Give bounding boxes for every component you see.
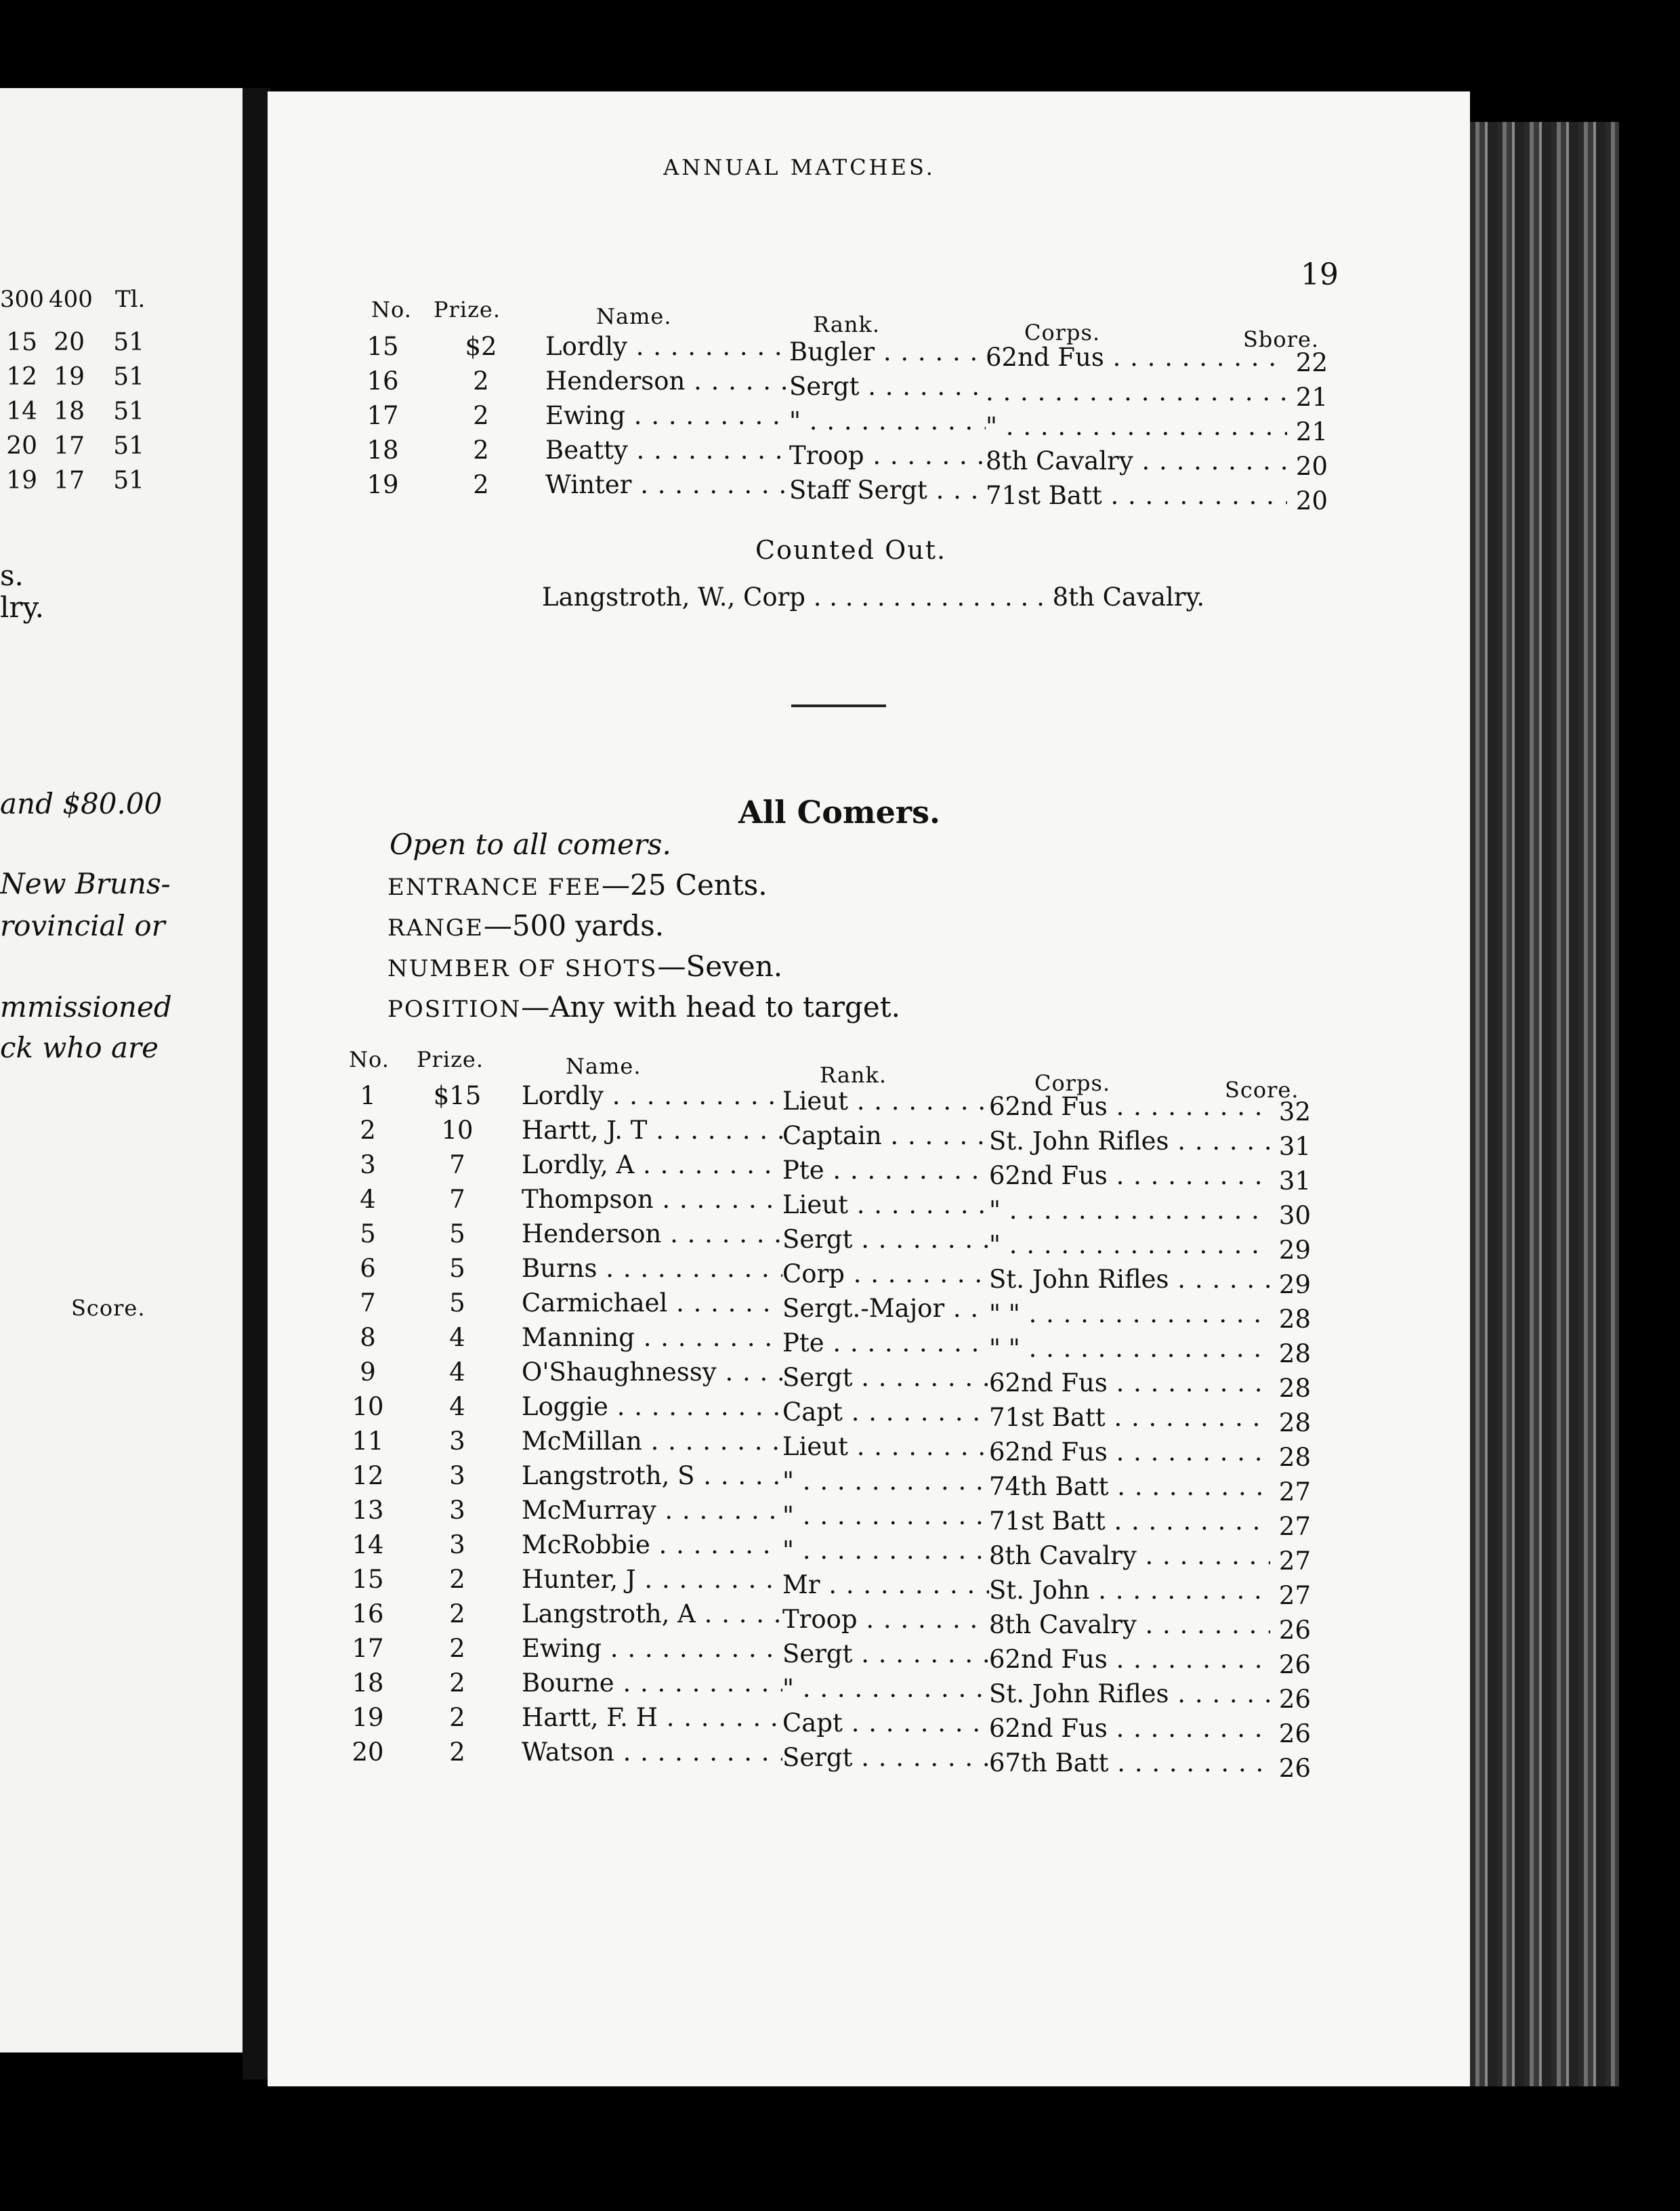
spec-value: —25 Cents. bbox=[602, 868, 768, 902]
spec-line bbox=[387, 950, 782, 983]
entry-number: 18 bbox=[352, 1668, 384, 1698]
entry-name bbox=[522, 1427, 782, 1456]
entry-name bbox=[522, 1392, 782, 1421]
entry-rank bbox=[782, 1570, 989, 1599]
entry-rank bbox=[782, 1259, 989, 1288]
entry-corps-text: 67th Batt bbox=[989, 1748, 1109, 1777]
entry-name-text: Henderson bbox=[545, 366, 686, 396]
entry-prize: 3 bbox=[449, 1461, 465, 1490]
entry-score: 21 bbox=[1295, 417, 1328, 446]
entry-prize: 4 bbox=[449, 1392, 465, 1421]
entry-corps-text: 62nd Fus bbox=[989, 1368, 1108, 1397]
entry-name-text: Carmichael bbox=[522, 1288, 668, 1318]
all-comers-intro: Open to all comers. bbox=[390, 828, 671, 861]
entry-name-text: Hartt, F. H bbox=[522, 1703, 658, 1732]
fragment-text: mmissioned bbox=[0, 990, 172, 1024]
entry-corps-text: St. John Rifles bbox=[989, 1265, 1169, 1294]
entry-rank-text: " bbox=[789, 406, 801, 436]
entry-prize: 4 bbox=[449, 1323, 465, 1352]
entry-number: 17 bbox=[366, 401, 399, 430]
spec-value: —Seven. bbox=[657, 950, 783, 983]
entry-rank bbox=[782, 1121, 989, 1150]
entry-name-text: Langstroth, A bbox=[522, 1599, 696, 1628]
entry-corps-text: " bbox=[989, 1196, 1001, 1225]
left-score-cell: 17 bbox=[54, 467, 85, 494]
entry-score: 29 bbox=[1278, 1236, 1311, 1265]
entry-prize: 5 bbox=[449, 1288, 465, 1318]
entry-name bbox=[522, 1530, 782, 1559]
left-score-cell: 51 bbox=[113, 363, 144, 391]
entry-prize: $2 bbox=[465, 332, 497, 361]
entry-rank bbox=[789, 337, 986, 366]
table-row bbox=[0, 1703, 1355, 1748]
fragment-text: New Bruns- bbox=[0, 867, 171, 900]
entry-rank bbox=[782, 1363, 989, 1392]
entry-prize: 3 bbox=[449, 1427, 465, 1456]
spec-line bbox=[387, 868, 768, 902]
entry-corps-text: " bbox=[986, 412, 998, 441]
table-row bbox=[0, 1081, 1355, 1126]
header-score: Sbore. bbox=[1243, 327, 1320, 352]
table-row bbox=[0, 1634, 1355, 1679]
entry-rank-text: Sergt.-Major bbox=[782, 1294, 945, 1323]
entry-corps-text: 62nd Fus bbox=[986, 343, 1104, 372]
entry-prize: $15 bbox=[433, 1081, 482, 1110]
entry-name-text: Hunter, J bbox=[522, 1565, 636, 1594]
entry-number: 13 bbox=[352, 1496, 384, 1525]
entry-rank bbox=[789, 476, 986, 505]
entry-corps-text: 8th Cavalry bbox=[989, 1610, 1137, 1639]
left-score-cell: 19 bbox=[54, 363, 85, 391]
left-score-cell: 14 bbox=[6, 398, 37, 425]
table-row bbox=[0, 1323, 1355, 1368]
left-score-cell: 17 bbox=[54, 432, 85, 460]
page-edges bbox=[1470, 122, 1619, 2086]
entry-score: 30 bbox=[1278, 1201, 1311, 1230]
entry-rank bbox=[789, 406, 986, 436]
spec-label: RANGE bbox=[387, 914, 484, 942]
entry-rank-text: Capt bbox=[782, 1397, 843, 1427]
entry-rank bbox=[789, 441, 986, 470]
header-prize: Prize. bbox=[434, 297, 501, 322]
entry-rank bbox=[782, 1432, 989, 1461]
entry-name bbox=[545, 470, 789, 499]
fragment-text: lry. bbox=[0, 591, 45, 624]
col-300: 300 bbox=[0, 286, 44, 313]
header-corps: Corps. bbox=[1024, 320, 1101, 345]
entry-corps-text: " " bbox=[989, 1334, 1020, 1363]
entry-rank bbox=[782, 1536, 989, 1565]
entry-rank bbox=[782, 1328, 989, 1357]
entry-rank-text: Pte bbox=[782, 1328, 824, 1357]
table-row bbox=[0, 1357, 1355, 1403]
entry-prize: 2 bbox=[449, 1634, 465, 1663]
entry-prize: 7 bbox=[449, 1150, 465, 1179]
entry-rank bbox=[782, 1397, 989, 1427]
entry-number: 2 bbox=[360, 1116, 376, 1145]
entry-prize: 2 bbox=[449, 1738, 465, 1767]
entry-number: 19 bbox=[366, 470, 399, 499]
entry-name-text: Henderson bbox=[522, 1219, 662, 1248]
entry-corps-text: 8th Cavalry bbox=[986, 446, 1133, 476]
header-no: No. bbox=[371, 297, 412, 322]
entry-name-text: McMillan bbox=[522, 1427, 642, 1456]
entry-name bbox=[545, 332, 789, 361]
entry-score: 32 bbox=[1278, 1097, 1311, 1126]
entry-score: 26 bbox=[1278, 1650, 1311, 1679]
entry-score: 26 bbox=[1278, 1754, 1311, 1783]
entry-corps-text: 74th Batt bbox=[989, 1472, 1109, 1501]
entry-rank bbox=[782, 1294, 989, 1323]
entry-score: 20 bbox=[1295, 486, 1328, 515]
entry-name bbox=[522, 1496, 782, 1525]
fragment-text: s. bbox=[0, 559, 24, 592]
entry-rank-text: Sergt bbox=[782, 1363, 853, 1392]
entry-name bbox=[545, 401, 789, 430]
table-row bbox=[0, 1219, 1355, 1265]
fragment-text: and $80.00 bbox=[0, 787, 163, 820]
table-row bbox=[0, 1496, 1355, 1541]
entry-rank bbox=[782, 1501, 989, 1530]
entry-corps-text: " " bbox=[989, 1299, 1020, 1328]
entry-prize: 5 bbox=[449, 1219, 465, 1248]
table-row bbox=[0, 1565, 1355, 1610]
entry-number: 11 bbox=[352, 1427, 384, 1456]
spec-value: —500 yards. bbox=[483, 909, 665, 942]
entry-rank-text: " bbox=[782, 1674, 795, 1703]
entry-rank bbox=[782, 1674, 989, 1703]
entry-name-text: Watson bbox=[522, 1738, 614, 1767]
entry-prize: 2 bbox=[449, 1703, 465, 1732]
entry-number: 18 bbox=[366, 436, 399, 465]
left-score-cell: 20 bbox=[6, 432, 37, 460]
entry-rank-text: " bbox=[782, 1501, 795, 1530]
entry-number: 9 bbox=[360, 1357, 376, 1387]
entry-number: 19 bbox=[352, 1703, 384, 1732]
table-row bbox=[0, 470, 1355, 515]
entry-number: 12 bbox=[352, 1461, 384, 1490]
col-400: 400 bbox=[49, 286, 93, 313]
spec-value: —Any with head to target. bbox=[521, 990, 900, 1024]
entry-rank bbox=[789, 372, 986, 401]
entry-name bbox=[545, 436, 789, 465]
entry-score: 26 bbox=[1278, 1685, 1311, 1714]
entry-name-text: Ewing bbox=[522, 1634, 602, 1663]
entry-prize: 2 bbox=[473, 366, 489, 396]
entry-score: 28 bbox=[1278, 1305, 1311, 1334]
entry-rank bbox=[782, 1639, 989, 1668]
header-no: No. bbox=[349, 1047, 390, 1072]
entry-name bbox=[522, 1254, 782, 1283]
entry-name-text: Thompson bbox=[522, 1185, 654, 1214]
entry-name bbox=[522, 1081, 782, 1110]
entry-corps-text: " bbox=[989, 1230, 1001, 1259]
entry-score: 28 bbox=[1278, 1408, 1311, 1437]
entry-rank-text: Corp bbox=[782, 1259, 845, 1288]
entry-prize: 2 bbox=[449, 1668, 465, 1698]
entry-corps-text: 62nd Fus bbox=[989, 1437, 1108, 1467]
entry-name bbox=[522, 1288, 782, 1318]
entry-rank-text: Troop bbox=[789, 441, 864, 470]
entry-name-text: Ewing bbox=[545, 401, 626, 430]
entry-corps-text: St. John bbox=[989, 1576, 1090, 1605]
entry-score: 31 bbox=[1278, 1132, 1311, 1161]
counted-out-title: Counted Out. bbox=[755, 535, 947, 565]
entry-name-text: Langstroth, S bbox=[522, 1461, 695, 1490]
entry-score: 27 bbox=[1278, 1512, 1311, 1541]
entry-name bbox=[522, 1738, 782, 1767]
entry-corps-text: 8th Cavalry bbox=[989, 1541, 1137, 1570]
entry-number: 6 bbox=[360, 1254, 376, 1283]
table-row bbox=[0, 1254, 1355, 1299]
header-rank: Rank. bbox=[813, 312, 881, 337]
entry-score: 20 bbox=[1295, 452, 1328, 481]
entry-corps-text: 62nd Fus bbox=[989, 1161, 1108, 1190]
header-rank: Rank. bbox=[820, 1062, 887, 1088]
entry-corps-text: 71st Batt bbox=[986, 481, 1102, 510]
entry-name bbox=[522, 1150, 782, 1179]
header-score: Score. bbox=[1225, 1077, 1299, 1103]
entry-number: 16 bbox=[352, 1599, 384, 1628]
fragment-text: ck who are bbox=[0, 1031, 159, 1064]
entry-name-text: Beatty bbox=[545, 436, 628, 465]
entry-name bbox=[522, 1219, 782, 1248]
entry-name-text: Winter bbox=[545, 470, 632, 499]
entry-name-text: McMurray bbox=[522, 1496, 656, 1525]
entry-number: 10 bbox=[352, 1392, 384, 1421]
entry-name-text: Hartt, J. T bbox=[522, 1116, 648, 1145]
entry-rank bbox=[782, 1156, 989, 1185]
entry-number: 14 bbox=[352, 1530, 384, 1559]
left-score-cell: 15 bbox=[6, 329, 37, 356]
entry-rank bbox=[782, 1743, 989, 1772]
entry-corps bbox=[986, 481, 1287, 510]
entry-corps-text: 62nd Fus bbox=[989, 1092, 1108, 1121]
entry-name bbox=[545, 366, 789, 396]
entry-rank bbox=[782, 1087, 989, 1116]
spec-label: NUMBER OF SHOTS bbox=[387, 955, 658, 982]
entry-rank-text: Pte bbox=[782, 1156, 824, 1185]
spec-label: ENTRANCE FEE bbox=[387, 874, 602, 901]
entry-prize: 4 bbox=[449, 1357, 465, 1387]
entry-score: 28 bbox=[1278, 1339, 1311, 1368]
entry-name bbox=[522, 1703, 782, 1732]
left-score-cell: 20 bbox=[54, 329, 85, 356]
table-row bbox=[0, 1461, 1355, 1507]
entry-name bbox=[522, 1668, 782, 1698]
table-row bbox=[0, 1427, 1355, 1472]
entry-prize: 3 bbox=[449, 1530, 465, 1559]
entry-rank-text: Capt bbox=[782, 1708, 843, 1738]
spec-line bbox=[387, 909, 664, 942]
entry-corps-text: 71st Batt bbox=[989, 1507, 1106, 1536]
entry-rank-text: Sergt bbox=[782, 1743, 853, 1772]
entry-prize: 2 bbox=[473, 470, 489, 499]
entry-prize: 10 bbox=[441, 1116, 474, 1145]
entry-score: 21 bbox=[1295, 383, 1328, 412]
table-row bbox=[0, 1738, 1355, 1783]
entry-name-text: Lordly bbox=[545, 332, 627, 361]
entry-name bbox=[522, 1357, 782, 1387]
counted-out-line: Langstroth, W., Corp . . . . . . . . . . . . . . . 8th Cavalry. bbox=[542, 583, 1205, 612]
entry-corps-text: 62nd Fus bbox=[989, 1645, 1108, 1674]
table-row bbox=[0, 1392, 1355, 1437]
entry-rank-text: Sergt bbox=[782, 1225, 853, 1254]
entry-name-text: McRobbie bbox=[522, 1530, 650, 1559]
entry-name bbox=[522, 1461, 782, 1490]
entry-score: 28 bbox=[1278, 1374, 1311, 1403]
entry-corps-text: St. John Rifles bbox=[989, 1126, 1169, 1156]
header-prize: Prize. bbox=[417, 1047, 484, 1072]
entry-corps bbox=[989, 1748, 1270, 1777]
entry-prize: 2 bbox=[449, 1565, 465, 1594]
entry-score: 29 bbox=[1278, 1270, 1311, 1299]
entry-rank-text: " bbox=[782, 1467, 795, 1496]
entry-number: 15 bbox=[352, 1565, 384, 1594]
entry-rank-text: Captain bbox=[782, 1121, 882, 1150]
score-header: Score. bbox=[71, 1295, 146, 1321]
entry-name-text: Lordly bbox=[522, 1081, 604, 1110]
entry-number: 3 bbox=[360, 1150, 376, 1179]
left-score-cell: 12 bbox=[6, 363, 37, 391]
entry-rank bbox=[782, 1467, 989, 1496]
left-score-cell: 51 bbox=[113, 432, 144, 460]
entry-number: 1 bbox=[360, 1081, 376, 1110]
fragment-text: rovincial or bbox=[0, 909, 165, 942]
table-row bbox=[0, 1185, 1355, 1230]
entry-rank bbox=[782, 1225, 989, 1254]
left-score-cell: 18 bbox=[54, 398, 85, 425]
table-row bbox=[0, 1530, 1355, 1576]
entry-corps-text: 71st Batt bbox=[989, 1403, 1106, 1432]
entry-rank bbox=[782, 1190, 989, 1219]
entry-number: 5 bbox=[360, 1219, 376, 1248]
entry-rank-text: Sergt bbox=[782, 1639, 853, 1668]
entry-name bbox=[522, 1185, 782, 1214]
header-name: Name. bbox=[566, 1053, 642, 1079]
spec-line bbox=[387, 990, 900, 1024]
entry-rank-text: " bbox=[782, 1536, 795, 1565]
entry-rank-text: Mr bbox=[782, 1570, 820, 1599]
entry-name bbox=[522, 1634, 782, 1663]
header-corps: Corps. bbox=[1034, 1070, 1111, 1096]
entry-number: 17 bbox=[352, 1634, 384, 1663]
entry-number: 16 bbox=[366, 366, 399, 396]
table-row bbox=[0, 1668, 1355, 1714]
entry-prize: 3 bbox=[449, 1496, 465, 1525]
entry-number: 20 bbox=[352, 1738, 384, 1767]
entry-rank-text: Lieut bbox=[782, 1432, 848, 1461]
entry-rank bbox=[782, 1708, 989, 1738]
left-score-cell: 51 bbox=[113, 398, 144, 425]
entry-rank-text: Lieut bbox=[782, 1190, 848, 1219]
entry-name bbox=[522, 1565, 782, 1594]
left-score-cell: 51 bbox=[113, 329, 144, 356]
entry-score: 28 bbox=[1278, 1443, 1311, 1472]
table-row bbox=[0, 1150, 1355, 1196]
entry-rank-text: Staff Sergt bbox=[789, 476, 927, 505]
table-row bbox=[0, 1599, 1355, 1645]
header-name: Name. bbox=[596, 303, 672, 329]
table-row bbox=[0, 1116, 1355, 1161]
entry-number: 15 bbox=[366, 332, 399, 361]
entry-name-text: Loggie bbox=[522, 1392, 608, 1421]
entry-score: 27 bbox=[1278, 1477, 1311, 1507]
entry-name-text: Lordly, A bbox=[522, 1150, 635, 1179]
left-score-cell: 51 bbox=[113, 467, 144, 494]
entry-score: 26 bbox=[1278, 1719, 1311, 1748]
page-number: 19 bbox=[1301, 257, 1339, 292]
table-row bbox=[0, 1288, 1355, 1334]
running-head: ANNUAL MATCHES. bbox=[663, 154, 936, 180]
entry-rank-text: Troop bbox=[782, 1605, 858, 1634]
spec-label: POSITION bbox=[387, 996, 522, 1023]
entry-prize: 2 bbox=[449, 1599, 465, 1628]
entry-corps-text: St. John Rifles bbox=[989, 1679, 1169, 1708]
entry-score: 27 bbox=[1278, 1546, 1311, 1576]
entry-name bbox=[522, 1599, 782, 1628]
entry-number: 8 bbox=[360, 1323, 376, 1352]
entry-corps-text: 62nd Fus bbox=[989, 1714, 1108, 1743]
entry-rank-text: Sergt bbox=[789, 372, 860, 401]
entry-rank-text: Bugler bbox=[789, 337, 875, 366]
entry-rank-text: Lieut bbox=[782, 1087, 848, 1116]
entry-score: 31 bbox=[1278, 1166, 1311, 1196]
entry-number: 4 bbox=[360, 1185, 376, 1214]
all-comers-title: All Comers. bbox=[738, 794, 941, 830]
entry-number: 7 bbox=[360, 1288, 376, 1318]
entry-rank bbox=[782, 1605, 989, 1634]
entry-name-text: O'Shaughnessy bbox=[522, 1357, 717, 1387]
entry-name bbox=[522, 1116, 782, 1145]
entry-name-text: Bourne bbox=[522, 1668, 614, 1698]
entry-score: 27 bbox=[1278, 1581, 1311, 1610]
section-divider bbox=[791, 704, 886, 707]
entry-name-text: Manning bbox=[522, 1323, 635, 1352]
entry-name bbox=[522, 1323, 782, 1352]
entry-score: 22 bbox=[1295, 348, 1328, 377]
left-score-cell: 19 bbox=[6, 467, 37, 494]
entry-score: 26 bbox=[1278, 1616, 1311, 1645]
entry-prize: 2 bbox=[473, 436, 489, 465]
entry-name-text: Burns bbox=[522, 1254, 597, 1283]
entry-prize: 5 bbox=[449, 1254, 465, 1283]
entry-prize: 7 bbox=[449, 1185, 465, 1214]
entry-prize: 2 bbox=[473, 401, 489, 430]
col-total: Tl. bbox=[115, 286, 146, 313]
